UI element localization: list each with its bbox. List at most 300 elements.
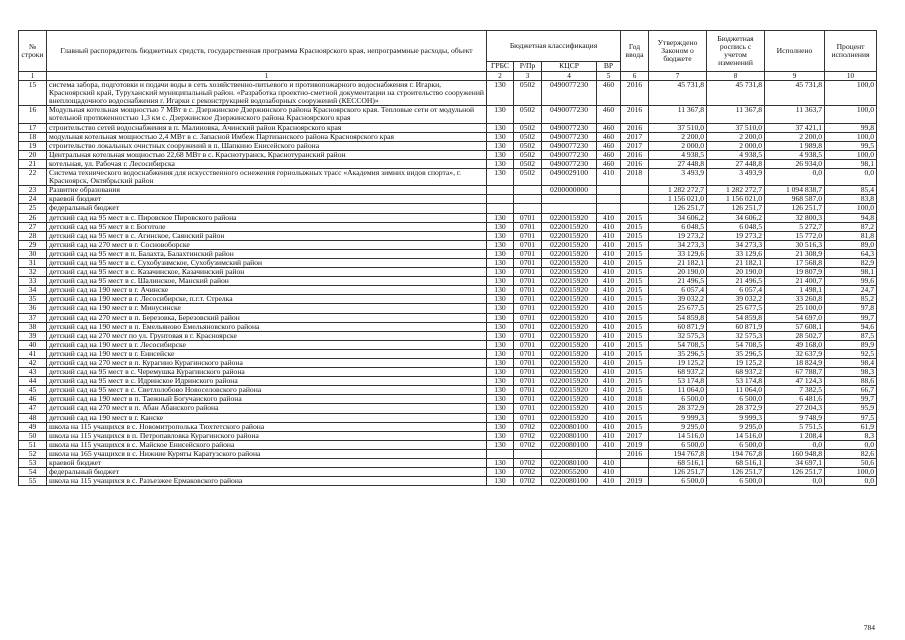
row-listed: 27 448,8	[707, 159, 765, 168]
row-executed: 32 800,3	[765, 213, 825, 222]
row-grbs: 130	[487, 231, 514, 240]
colnum-4: 3	[514, 72, 542, 81]
row-approved: 126 251,7	[649, 468, 707, 477]
row-number: 32	[19, 268, 47, 277]
row-approved: 54 708,5	[649, 340, 707, 349]
row-rpr: 0701	[514, 331, 542, 340]
row-approved: 6 048,5	[649, 222, 707, 231]
row-grbs: 130	[487, 213, 514, 222]
row-name: модульная котельная мощностью 2,4 МВт в с. Запасной Имбеж Партизанского района Красноярского края	[47, 132, 487, 141]
row-vr: 460	[597, 132, 621, 141]
row-rpr: 0702	[514, 431, 542, 440]
row-grbs: 130	[487, 404, 514, 413]
row-year: 2015	[621, 386, 649, 395]
table-row	[19, 422, 877, 431]
row-year: 2015	[621, 368, 649, 377]
row-percent: 98,4	[825, 359, 877, 368]
row-executed: 1 989,8	[765, 141, 825, 150]
row-rpr: 0502	[514, 150, 542, 159]
row-number: 48	[19, 413, 47, 422]
table-row	[19, 459, 877, 468]
row-name: детский сад на 95 мест в с. Шалинское, Манский район	[47, 277, 487, 286]
table-row	[19, 132, 877, 141]
row-executed: 5 751,5	[765, 422, 825, 431]
row-rpr: 0502	[514, 106, 542, 123]
row-year: 2015	[621, 331, 649, 340]
row-executed: 4 938,5	[765, 150, 825, 159]
row-rpr: 0701	[514, 295, 542, 304]
row-approved: 28 372,9	[649, 404, 707, 413]
row-grbs: 130	[487, 81, 514, 106]
row-vr: 410	[597, 377, 621, 386]
row-name: детский сад на 190 мест в г. Лесосибирске, п.г.т. Стрелка	[47, 295, 487, 304]
table-row	[19, 258, 877, 267]
row-number: 43	[19, 368, 47, 377]
row-vr: 410	[597, 349, 621, 358]
row-approved: 6 500,0	[649, 395, 707, 404]
row-name: школа на 165 учащихся в с. Нижние Куряты Каратузского района	[47, 449, 487, 458]
header-name: Главный распорядитель бюджетных средств, государственная программа Красноярского края, непрограммные расходы, объект	[47, 31, 487, 72]
row-percent: 81,8	[825, 231, 877, 240]
colnum-9: 8	[707, 72, 765, 81]
row-approved: 1 156 021,0	[649, 195, 707, 204]
row-name: Система технического водоснабжения для искусственного оснежения горнолыжных трасс «Академия зимних видов спорта», г. Красноярск, Октябрьский район	[47, 169, 487, 186]
row-number: 19	[19, 141, 47, 150]
table-row	[19, 349, 877, 358]
row-percent: 0,0	[825, 440, 877, 449]
row-kcsr: 0220015920	[542, 377, 597, 386]
row-name: Центральная котельная мощностью 22,68 МВт в с. Краснотуранск, Краснотуранский район	[47, 150, 487, 159]
row-executed: 49 168,0	[765, 340, 825, 349]
row-grbs: 130	[487, 240, 514, 249]
row-listed: 11 367,8	[707, 106, 765, 123]
row-name: детский сад на 190 мест в г. Енисейске	[47, 349, 487, 358]
row-approved: 45 731,8	[649, 81, 707, 106]
row-number: 16	[19, 106, 47, 123]
row-vr: 410	[597, 404, 621, 413]
row-kcsr: 0490077230	[542, 141, 597, 150]
row-number: 45	[19, 386, 47, 395]
row-grbs: 130	[487, 422, 514, 431]
row-kcsr: 0220015920	[542, 258, 597, 267]
row-year: 2015	[621, 304, 649, 313]
row-rpr: 0702	[514, 440, 542, 449]
row-percent: 99,7	[825, 395, 877, 404]
row-name: краевой бюджет	[47, 459, 487, 468]
row-year: 2015	[621, 277, 649, 286]
row-year: 2016	[621, 449, 649, 458]
row-name: федеральный бюджет	[47, 204, 487, 213]
row-grbs: 130	[487, 368, 514, 377]
row-executed: 45 731,8	[765, 81, 825, 106]
row-grbs: 130	[487, 386, 514, 395]
row-executed: 968 587,0	[765, 195, 825, 204]
row-number: 20	[19, 150, 47, 159]
row-percent: 100,0	[825, 81, 877, 106]
row-listed: 34 273,3	[707, 240, 765, 249]
row-year: 2015	[621, 413, 649, 422]
row-grbs: 130	[487, 222, 514, 231]
row-number: 25	[19, 204, 47, 213]
row-number: 31	[19, 258, 47, 267]
row-executed: 126 251,7	[765, 468, 825, 477]
row-grbs: 130	[487, 340, 514, 349]
row-percent: 99,6	[825, 277, 877, 286]
colnum-3: 2	[487, 72, 514, 81]
row-vr: 460	[597, 106, 621, 123]
row-rpr: 0701	[514, 349, 542, 358]
row-vr: 410	[597, 322, 621, 331]
table-row	[19, 477, 877, 486]
row-name: котельная, ул. Рабочая г. Лесосибирска	[47, 159, 487, 168]
row-listed: 19 273,2	[707, 231, 765, 240]
row-year: 2015	[621, 313, 649, 322]
row-listed: 19 125,2	[707, 359, 765, 368]
row-listed: 21 496,5	[707, 277, 765, 286]
row-approved: 21 182,1	[649, 258, 707, 267]
row-executed: 21 308,9	[765, 249, 825, 258]
table-row	[19, 150, 877, 159]
table-row	[19, 204, 877, 213]
row-year: 2015	[621, 249, 649, 258]
table-row	[19, 295, 877, 304]
row-name: система забора, подготовки и подачи воды в сеть хозяйственно-питьевого и противопожарного водоснабжения г. Игарки, Красноярский край, Туруханский муниципальный район. «Разработка проектно-сметной документации на строительство сооружений внеплощадочного водоснабжения г. Игарки с реконструкцией водозаборных сооружений (КЕССОН)»	[47, 81, 487, 106]
row-year: 2017	[621, 141, 649, 150]
row-number: 53	[19, 459, 47, 468]
row-executed: 6 481,6	[765, 395, 825, 404]
colnum-6: 5	[597, 72, 621, 81]
row-kcsr: 0220015920	[542, 368, 597, 377]
row-year: 2015	[621, 422, 649, 431]
row-rpr: 0701	[514, 258, 542, 267]
row-number: 51	[19, 440, 47, 449]
row-listed: 28 372,9	[707, 404, 765, 413]
row-year: 2016	[621, 106, 649, 123]
table-row	[19, 195, 877, 204]
row-vr: 410	[597, 459, 621, 468]
row-number: 36	[19, 304, 47, 313]
table-row	[19, 249, 877, 258]
row-kcsr: 0220015920	[542, 286, 597, 295]
row-executed: 0,0	[765, 169, 825, 186]
table-row	[19, 431, 877, 440]
row-approved: 68 516,1	[649, 459, 707, 468]
row-number: 27	[19, 222, 47, 231]
row-year: 2016	[621, 81, 649, 106]
header-approved: Утверждено Законом о бюджете	[649, 31, 707, 72]
table-row	[19, 186, 877, 195]
row-name: краевой бюджет	[47, 195, 487, 204]
row-approved: 11 064,0	[649, 386, 707, 395]
row-grbs: 130	[487, 169, 514, 186]
row-percent: 92,5	[825, 349, 877, 358]
row-approved: 6 500,0	[649, 440, 707, 449]
budget-table	[18, 30, 877, 486]
row-listed: 54 708,5	[707, 340, 765, 349]
row-rpr: 0701	[514, 386, 542, 395]
row-listed: 39 032,2	[707, 295, 765, 304]
row-grbs: 130	[487, 431, 514, 440]
row-approved: 37 510,0	[649, 123, 707, 132]
row-vr: 410	[597, 340, 621, 349]
row-grbs	[487, 449, 514, 458]
row-rpr: 0701	[514, 268, 542, 277]
row-year: 2018	[621, 395, 649, 404]
row-approved: 39 032,2	[649, 295, 707, 304]
row-rpr: 0701	[514, 413, 542, 422]
row-name: детский сад на 270 мест в п. Курагино Курагинского района	[47, 359, 487, 368]
table-row	[19, 159, 877, 168]
row-listed: 20 190,0	[707, 268, 765, 277]
row-year: 2016	[621, 123, 649, 132]
row-executed: 18 824,9	[765, 359, 825, 368]
row-year	[621, 459, 649, 468]
table-row	[19, 404, 877, 413]
row-name: детский сад на 190 мест в г. Лесосибирске	[47, 340, 487, 349]
row-rpr: 0701	[514, 368, 542, 377]
row-executed: 1 094 838,7	[765, 186, 825, 195]
row-year: 2015	[621, 213, 649, 222]
row-listed: 6 057,4	[707, 286, 765, 295]
row-rpr: 0502	[514, 123, 542, 132]
row-vr: 410	[597, 295, 621, 304]
row-executed: 0,0	[765, 440, 825, 449]
row-kcsr: 0220080100	[542, 422, 597, 431]
row-rpr: 0502	[514, 169, 542, 186]
row-number: 18	[19, 132, 47, 141]
row-grbs: 130	[487, 468, 514, 477]
row-number: 40	[19, 340, 47, 349]
row-name: детский сад на 95 мест в г. Боготоле	[47, 222, 487, 231]
row-approved: 34 606,2	[649, 213, 707, 222]
table-row	[19, 231, 877, 240]
row-rpr: 0702	[514, 477, 542, 486]
header-percent: Процент исполнения	[825, 31, 877, 72]
row-executed: 5 272,7	[765, 222, 825, 231]
row-vr: 410	[597, 268, 621, 277]
row-percent: 99,7	[825, 313, 877, 322]
row-percent: 97,5	[825, 413, 877, 422]
row-vr: 410	[597, 231, 621, 240]
row-grbs: 130	[487, 106, 514, 123]
row-kcsr: 0220015920	[542, 322, 597, 331]
row-name: школа на 115 учащихся в п. Петропавловка Курагинского района	[47, 431, 487, 440]
row-listed: 68 516,1	[707, 459, 765, 468]
row-kcsr: 0220015920	[542, 240, 597, 249]
row-grbs: 130	[487, 268, 514, 277]
row-grbs: 130	[487, 377, 514, 386]
row-rpr: 0702	[514, 459, 542, 468]
row-year: 2015	[621, 231, 649, 240]
row-kcsr: 0220015920	[542, 395, 597, 404]
table-row	[19, 395, 877, 404]
row-year: 2015	[621, 258, 649, 267]
row-kcsr: 0490077230	[542, 81, 597, 106]
row-rpr: 0701	[514, 277, 542, 286]
row-kcsr: 0220055200	[542, 468, 597, 477]
row-executed: 0,0	[765, 477, 825, 486]
row-percent: 50,6	[825, 459, 877, 468]
colnum-7: 6	[621, 72, 649, 81]
row-kcsr: 0490029100	[542, 169, 597, 186]
table-row	[19, 169, 877, 186]
row-number: 17	[19, 123, 47, 132]
row-approved: 3 493,9	[649, 169, 707, 186]
row-vr: 410	[597, 477, 621, 486]
row-listed: 6 500,0	[707, 440, 765, 449]
row-rpr: 0701	[514, 222, 542, 231]
row-name: детский сад на 270 мест по ул. Грунтовая в г. Красноярске	[47, 331, 487, 340]
row-percent: 100,0	[825, 150, 877, 159]
row-year: 2016	[621, 150, 649, 159]
row-kcsr: 0220015920	[542, 413, 597, 422]
row-executed: 19 807,9	[765, 268, 825, 277]
row-kcsr	[542, 204, 597, 213]
table-row	[19, 141, 877, 150]
row-vr: 410	[597, 413, 621, 422]
row-percent: 94,8	[825, 213, 877, 222]
row-year: 2015	[621, 340, 649, 349]
row-rpr: 0701	[514, 322, 542, 331]
colnum-10: 9	[765, 72, 825, 81]
row-rpr: 0702	[514, 422, 542, 431]
row-kcsr: 0220015920	[542, 331, 597, 340]
row-name: детский сад на 190 мест в п. Таежный Богучанского района	[47, 395, 487, 404]
row-year: 2019	[621, 440, 649, 449]
table-row	[19, 340, 877, 349]
row-grbs: 130	[487, 459, 514, 468]
row-percent: 82,9	[825, 258, 877, 267]
row-kcsr: 0490077230	[542, 150, 597, 159]
table-row	[19, 286, 877, 295]
row-name: строительство локальных очистных сооружений в п. Шапкино Енисейского района	[47, 141, 487, 150]
row-grbs: 130	[487, 258, 514, 267]
row-grbs: 130	[487, 395, 514, 404]
row-approved: 6 500,0	[649, 477, 707, 486]
row-grbs: 130	[487, 249, 514, 258]
row-vr: 410	[597, 240, 621, 249]
row-kcsr: 0220015920	[542, 213, 597, 222]
row-vr: 410	[597, 213, 621, 222]
row-name: федеральный бюджет	[47, 468, 487, 477]
row-listed: 2 000,0	[707, 141, 765, 150]
row-executed: 57 608,1	[765, 322, 825, 331]
row-executed: 25 100,0	[765, 304, 825, 313]
row-kcsr: 0220015920	[542, 340, 597, 349]
row-percent: 85,4	[825, 186, 877, 195]
row-grbs: 130	[487, 132, 514, 141]
row-listed: 126 251,7	[707, 468, 765, 477]
row-grbs	[487, 195, 514, 204]
row-approved: 19 125,2	[649, 359, 707, 368]
row-rpr: 0701	[514, 377, 542, 386]
row-executed: 32 637,9	[765, 349, 825, 358]
header-kcsr: КЦСР	[542, 62, 597, 72]
row-vr: 410	[597, 431, 621, 440]
row-approved: 54 859,8	[649, 313, 707, 322]
row-vr: 410	[597, 249, 621, 258]
row-grbs: 130	[487, 322, 514, 331]
row-executed: 47 124,3	[765, 377, 825, 386]
row-kcsr: 0220080100	[542, 459, 597, 468]
row-approved: 60 871,9	[649, 322, 707, 331]
header-classification: Бюджетная классификация	[487, 31, 621, 62]
row-number: 47	[19, 404, 47, 413]
row-executed: 67 788,7	[765, 368, 825, 377]
row-vr: 410	[597, 169, 621, 186]
row-kcsr: 0220015920	[542, 304, 597, 313]
row-percent: 87,5	[825, 331, 877, 340]
row-percent: 99,8	[825, 123, 877, 132]
row-year: 2017	[621, 132, 649, 141]
row-executed: 30 516,3	[765, 240, 825, 249]
row-name: детский сад на 95 мест в с. Пировское Пировского района	[47, 213, 487, 222]
row-rpr: 0502	[514, 159, 542, 168]
row-vr: 410	[597, 422, 621, 431]
row-year	[621, 204, 649, 213]
header-executed: Исполнено	[765, 31, 825, 72]
row-kcsr	[542, 449, 597, 458]
row-rpr: 0701	[514, 313, 542, 322]
table-row	[19, 468, 877, 477]
row-grbs: 130	[487, 331, 514, 340]
row-rpr: 0701	[514, 231, 542, 240]
row-number: 30	[19, 249, 47, 258]
row-number: 15	[19, 81, 47, 106]
row-listed: 194 767,8	[707, 449, 765, 458]
row-grbs: 130	[487, 295, 514, 304]
row-grbs: 130	[487, 159, 514, 168]
row-year	[621, 195, 649, 204]
row-approved: 19 273,2	[649, 231, 707, 240]
row-rpr	[514, 195, 542, 204]
row-approved: 20 190,0	[649, 268, 707, 277]
row-executed: 1 498,1	[765, 286, 825, 295]
row-executed: 126 251,7	[765, 204, 825, 213]
row-rpr	[514, 449, 542, 458]
row-name: детский сад на 95 мест в с. Агинское, Саянский район	[47, 231, 487, 240]
row-listed: 6 500,0	[707, 477, 765, 486]
row-percent: 85,2	[825, 295, 877, 304]
row-kcsr: 0490077230	[542, 132, 597, 141]
row-listed: 34 606,2	[707, 213, 765, 222]
row-percent: 61,9	[825, 422, 877, 431]
table-body	[19, 81, 877, 486]
row-number: 55	[19, 477, 47, 486]
row-kcsr: 0200000000	[542, 186, 597, 195]
table-row	[19, 359, 877, 368]
row-grbs: 130	[487, 286, 514, 295]
row-executed: 2 200,0	[765, 132, 825, 141]
row-rpr: 0701	[514, 213, 542, 222]
row-percent: 89,0	[825, 240, 877, 249]
row-listed: 32 575,3	[707, 331, 765, 340]
row-rpr: 0502	[514, 81, 542, 106]
row-vr: 460	[597, 141, 621, 150]
row-listed: 14 516,0	[707, 431, 765, 440]
row-executed: 54 697,0	[765, 313, 825, 322]
row-percent: 94,6	[825, 322, 877, 331]
row-kcsr: 0490077230	[542, 106, 597, 123]
row-approved: 4 938,5	[649, 150, 707, 159]
column-number-row	[19, 72, 877, 81]
row-executed: 160 948,8	[765, 449, 825, 458]
row-vr: 410	[597, 286, 621, 295]
row-name: детский сад на 270 мест в г. Сосновоборске	[47, 240, 487, 249]
row-year: 2015	[621, 359, 649, 368]
row-number: 50	[19, 431, 47, 440]
row-approved: 33 129,6	[649, 249, 707, 258]
